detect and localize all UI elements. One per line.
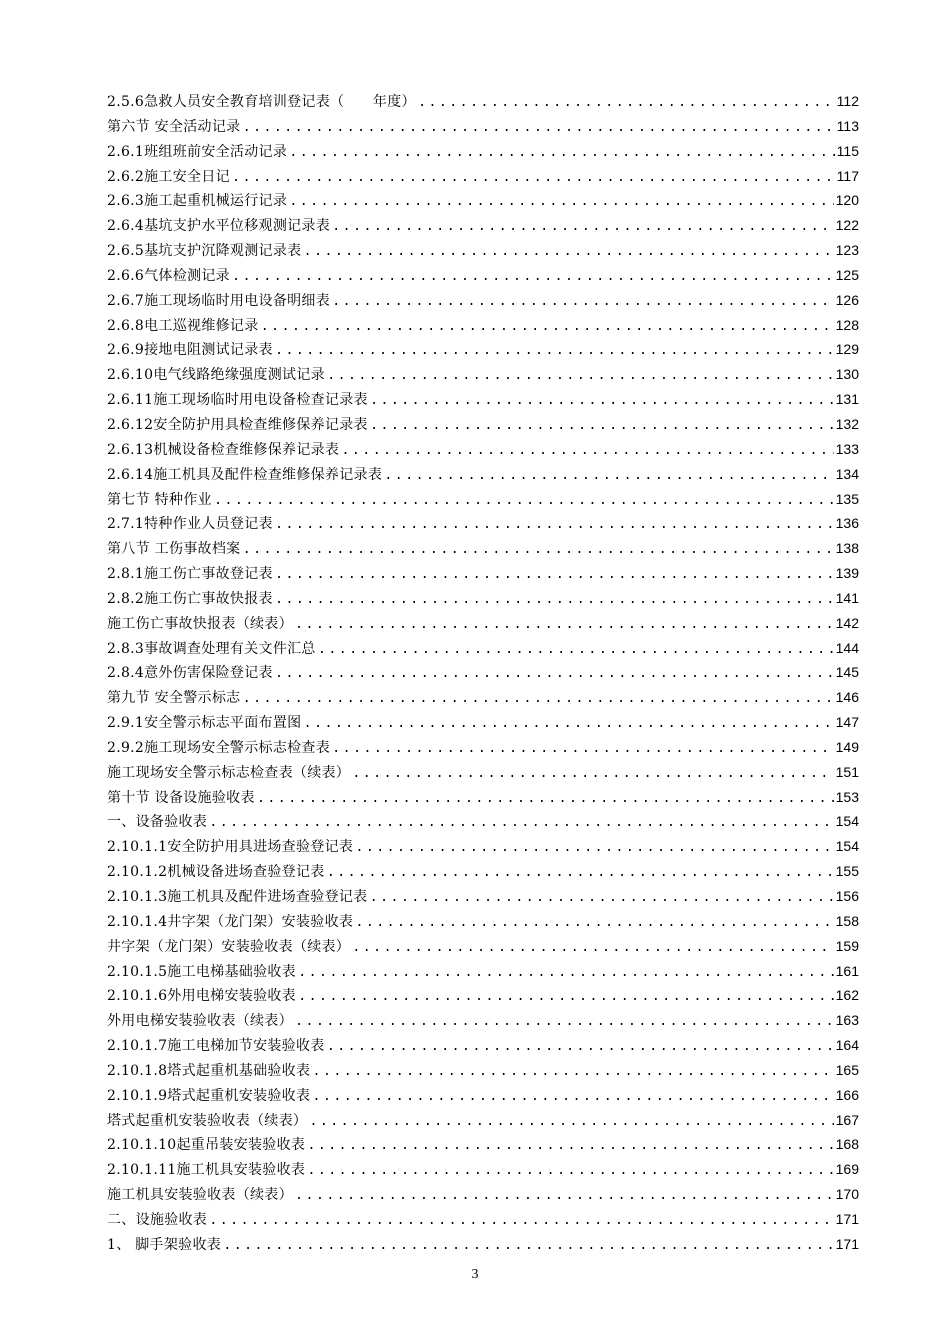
toc-leader-dots xyxy=(355,840,833,856)
toc-entry[interactable] xyxy=(107,787,859,812)
toc-entry-title: 2.6.4基坑支护水平位移观测记录表 xyxy=(107,218,331,235)
toc-leader-dots xyxy=(232,269,834,285)
toc-leader-dots xyxy=(327,1039,834,1055)
toc-entry-title: 2.5.6急救人员安全教育培训登记表（ 年度） xyxy=(107,94,416,110)
toc-entry[interactable] xyxy=(107,489,859,514)
toc-entry[interactable] xyxy=(107,339,859,364)
toc-entry-title: 2.10.1.7施工电梯加节安装验收表 xyxy=(107,1038,325,1055)
toc-entry[interactable] xyxy=(107,961,859,986)
toc-leader-dots xyxy=(370,890,834,906)
toc-leader-dots xyxy=(275,666,834,682)
toc-entry[interactable] xyxy=(107,190,859,215)
toc-leader-dots xyxy=(275,567,834,583)
toc-entry-page: 167 xyxy=(835,1111,859,1128)
toc-leader-dots xyxy=(309,1114,833,1130)
toc-entry-page: 133 xyxy=(835,440,859,457)
toc-entry-page: 168 xyxy=(835,1136,859,1153)
toc-entry-page: 115 xyxy=(836,142,859,159)
toc-entry-title: 井字架（龙门架）安装验收表（续表） xyxy=(107,938,351,955)
toc-entry-title: 塔式起重机安装验收表（续表） xyxy=(107,1112,308,1129)
toc-leader-dots xyxy=(370,393,834,409)
toc-entry-title: 2.6.9接地电阻测试记录表 xyxy=(107,342,273,359)
toc-leader-dots xyxy=(312,1064,833,1080)
toc-entry-page: 171 xyxy=(835,1235,859,1252)
toc-leader-dots xyxy=(384,468,834,484)
toc-entry-title: 2.6.11施工现场临时用电设备检查记录表 xyxy=(107,392,368,409)
toc-entry-page: 129 xyxy=(835,341,859,358)
toc-entry-page: 166 xyxy=(835,1086,859,1103)
toc-leader-dots xyxy=(289,145,835,161)
table-of-contents xyxy=(107,91,859,1259)
toc-entry[interactable] xyxy=(107,613,859,638)
toc-entry-title: 施工伤亡事故快报表（续表） xyxy=(107,615,293,632)
toc-entry-page: 146 xyxy=(835,689,859,706)
toc-entry[interactable] xyxy=(107,861,859,886)
toc-entry-title: 第八节 工伤事故档案 xyxy=(107,541,241,558)
toc-entry-title: 2.6.1班组班前安全活动记录 xyxy=(107,143,288,160)
toc-leader-dots xyxy=(318,642,834,658)
toc-entry-title: 第六节 安全活动记录 xyxy=(107,118,241,135)
toc-entry-page: 112 xyxy=(836,93,859,109)
toc-leader-dots xyxy=(298,989,834,1005)
toc-entry-page: 162 xyxy=(835,987,859,1004)
toc-entry[interactable] xyxy=(107,836,859,861)
toc-entry-title: 2.7.1特种作业人员登记表 xyxy=(107,516,273,533)
toc-entry-title: 2.6.8电工巡视维修记录 xyxy=(107,317,259,334)
toc-entry[interactable] xyxy=(107,662,859,687)
toc-entry-page: 169 xyxy=(835,1161,859,1178)
toc-entry-title: 2.10.1.6外用电梯安装验收表 xyxy=(107,988,296,1005)
toc-entry[interactable] xyxy=(107,215,859,240)
toc-entry-title: 2.10.1.10起重吊装安装验收表 xyxy=(107,1137,306,1154)
toc-entry-page: 155 xyxy=(835,863,859,880)
toc-entry[interactable] xyxy=(107,538,859,563)
toc-entry-page: 165 xyxy=(835,1061,859,1078)
toc-leader-dots xyxy=(261,319,834,335)
toc-entry-title: 2.10.1.11施工机具安装验收表 xyxy=(107,1162,306,1179)
toc-entry-page: 135 xyxy=(835,490,859,507)
toc-entry-title: 2.10.1.9塔式起重机安装验收表 xyxy=(107,1087,311,1104)
toc-leader-dots xyxy=(332,294,834,310)
toc-entry[interactable] xyxy=(107,1035,859,1060)
toc-entry-title: 2.10.1.5施工电梯基础验收表 xyxy=(107,963,296,980)
toc-entry[interactable] xyxy=(107,1085,859,1110)
toc-entry[interactable] xyxy=(107,91,859,116)
toc-entry-page: 122 xyxy=(835,217,859,234)
toc-leader-dots xyxy=(209,815,834,831)
toc-entry-page: 117 xyxy=(836,167,859,184)
toc-entry[interactable] xyxy=(107,1184,859,1209)
toc-entry-page: 131 xyxy=(835,391,859,408)
toc-entry-page: 128 xyxy=(835,316,859,333)
toc-entry-title: 2.6.13机械设备检查维修保养记录表 xyxy=(107,441,340,458)
toc-entry-page: 163 xyxy=(835,1012,859,1029)
toc-entry[interactable] xyxy=(107,265,859,290)
toc-entry-page: 120 xyxy=(835,192,859,209)
toc-entry[interactable] xyxy=(107,762,859,787)
toc-leader-dots xyxy=(327,368,834,384)
toc-entry[interactable] xyxy=(107,364,859,389)
toc-entry[interactable] xyxy=(107,886,859,911)
page-number: 3 xyxy=(471,1267,479,1282)
toc-entry-page: 147 xyxy=(835,714,859,731)
toc-entry-page: 159 xyxy=(835,937,859,954)
toc-entry-page: 113 xyxy=(836,117,859,134)
toc-entry-page: 130 xyxy=(835,366,859,383)
toc-entry[interactable] xyxy=(107,1010,859,1035)
toc-leader-dots xyxy=(242,691,833,707)
toc-entry-title: 2.9.2施工现场安全警示标志检查表 xyxy=(107,739,331,756)
toc-entry-page: 149 xyxy=(835,738,859,755)
toc-entry-page: 123 xyxy=(835,242,859,259)
toc-entry-title: 1、 脚手架验收表 xyxy=(107,1236,222,1253)
toc-entry[interactable] xyxy=(107,1209,859,1234)
toc-entry-title: 2.8.4意外伤害保险登记表 xyxy=(107,665,273,682)
toc-entry[interactable] xyxy=(107,240,859,265)
toc-entry-title: 2.6.14施工机具及配件检查维修保养记录表 xyxy=(107,466,383,483)
toc-entry-title: 第十节 设备设施验收表 xyxy=(107,789,255,806)
toc-entry-page: 171 xyxy=(835,1210,859,1227)
toc-entry[interactable] xyxy=(107,1234,859,1259)
toc-entry-title: 一、设备验收表 xyxy=(107,814,208,831)
toc-entry[interactable] xyxy=(107,116,859,141)
toc-entry[interactable] xyxy=(107,439,859,464)
toc-entry[interactable] xyxy=(107,315,859,340)
toc-entry-page: 136 xyxy=(835,515,859,532)
toc-entry-title: 外用电梯安装验收表（续表） xyxy=(107,1013,293,1030)
toc-entry-title: 第七节 特种作业 xyxy=(107,491,212,508)
toc-leader-dots xyxy=(223,1238,834,1254)
toc-entry[interactable] xyxy=(107,389,859,414)
toc-entry[interactable] xyxy=(107,1060,859,1085)
toc-entry-title: 2.6.10电气线路绝缘强度测试记录 xyxy=(107,367,325,384)
toc-leader-dots xyxy=(257,791,834,807)
toc-entry-page: 156 xyxy=(835,888,859,904)
toc-entry-title: 2.9.1安全警示标志平面布置图 xyxy=(107,715,302,732)
toc-entry-title: 2.6.3施工起重机械运行记录 xyxy=(107,193,288,210)
toc-entry-title: 2.6.2施工安全日记 xyxy=(107,168,230,185)
toc-entry-page: 139 xyxy=(835,565,859,582)
toc-leader-dots xyxy=(242,120,834,136)
toc-leader-dots xyxy=(298,965,834,981)
toc-entry[interactable] xyxy=(107,1159,859,1184)
toc-entry[interactable] xyxy=(107,638,859,663)
toc-entry-page: 154 xyxy=(835,813,859,830)
toc-entry[interactable] xyxy=(107,737,859,762)
toc-entry[interactable] xyxy=(107,166,859,191)
toc-leader-dots xyxy=(332,741,834,757)
toc-leader-dots xyxy=(295,1188,834,1204)
toc-entry-title: 2.6.12安全防护用具检查维修保养记录表 xyxy=(107,416,368,433)
toc-entry[interactable] xyxy=(107,563,859,588)
toc-entry-page: 144 xyxy=(835,639,859,656)
toc-entry-title: 施工现场安全警示标志检查表（续表） xyxy=(107,764,351,781)
toc-leader-dots xyxy=(209,1213,834,1229)
toc-leader-dots xyxy=(341,443,833,459)
toc-entry-title: 二、设施验收表 xyxy=(107,1211,208,1228)
toc-leader-dots xyxy=(242,542,833,558)
toc-entry-title: 2.10.1.1安全防护用具进场查验登记表 xyxy=(107,839,354,856)
toc-entry-page: 153 xyxy=(835,788,859,805)
toc-leader-dots xyxy=(303,716,833,732)
toc-entry[interactable] xyxy=(107,464,859,489)
toc-leader-dots xyxy=(303,244,833,260)
toc-entry-title: 2.8.1施工伤亡事故登记表 xyxy=(107,566,273,583)
toc-entry-page: 145 xyxy=(835,664,859,681)
toc-leader-dots xyxy=(352,766,834,782)
toc-entry-page: 158 xyxy=(835,912,859,929)
toc-entry-page: 142 xyxy=(835,614,859,631)
toc-entry-page: 132 xyxy=(835,415,859,432)
toc-entry-page: 164 xyxy=(835,1037,859,1054)
toc-entry-page: 138 xyxy=(835,540,859,557)
toc-entry-page: 151 xyxy=(835,763,859,780)
toc-entry[interactable] xyxy=(107,811,859,836)
toc-entry[interactable] xyxy=(107,687,859,712)
toc-entry[interactable] xyxy=(107,712,859,737)
toc-entry-title: 施工机具安装验收表（续表） xyxy=(107,1187,293,1204)
toc-leader-dots xyxy=(295,1014,834,1030)
toc-entry-page: 154 xyxy=(835,838,859,855)
toc-entry-title: 2.10.1.2机械设备进场查验登记表 xyxy=(107,864,325,881)
toc-leader-dots xyxy=(327,865,834,881)
toc-entry-title: 2.6.7施工现场临时用电设备明细表 xyxy=(107,292,331,309)
toc-entry-page: 161 xyxy=(835,962,859,979)
toc-leader-dots xyxy=(275,592,834,608)
toc-entry-title: 2.8.2施工伤亡事故快报表 xyxy=(107,590,273,607)
toc-leader-dots xyxy=(275,517,834,533)
toc-leader-dots xyxy=(307,1163,833,1179)
toc-entry[interactable] xyxy=(107,911,859,936)
toc-entry-title: 2.8.3事故调查处理有关文件汇总 xyxy=(107,640,316,657)
toc-leader-dots xyxy=(370,418,834,434)
toc-entry-title: 2.10.1.8塔式起重机基础验收表 xyxy=(107,1062,311,1079)
toc-leader-dots xyxy=(214,493,834,509)
toc-entry-page: 125 xyxy=(835,266,859,283)
toc-entry[interactable] xyxy=(107,141,859,166)
toc-entry-page: 141 xyxy=(835,589,859,606)
toc-entry-page: 126 xyxy=(835,291,859,308)
toc-leader-dots xyxy=(275,343,834,359)
toc-entry[interactable] xyxy=(107,290,859,315)
toc-leader-dots xyxy=(355,915,833,931)
toc-entry[interactable] xyxy=(107,414,859,439)
toc-entry-title: 2.6.6气体检测记录 xyxy=(107,267,230,284)
toc-entry[interactable] xyxy=(107,588,859,613)
toc-entry-title: 2.6.5基坑支护沉降观测记录表 xyxy=(107,243,302,260)
toc-entry[interactable] xyxy=(107,1134,859,1159)
toc-entry[interactable] xyxy=(107,513,859,538)
toc-leader-dots xyxy=(295,617,834,633)
toc-entry-title: 2.10.1.3施工机具及配件进场查验登记表 xyxy=(107,889,368,905)
toc-entry-title: 第九节 安全警示标志 xyxy=(107,690,241,707)
toc-entry-page: 134 xyxy=(835,465,859,482)
toc-leader-dots xyxy=(418,95,835,111)
toc-entry[interactable] xyxy=(107,1110,859,1135)
toc-entry[interactable] xyxy=(107,936,859,961)
toc-entry-page: 170 xyxy=(835,1186,859,1203)
toc-leader-dots xyxy=(332,219,834,235)
toc-leader-dots xyxy=(232,170,835,186)
toc-entry-title: 2.10.1.4井字架（龙门架）安装验收表 xyxy=(107,913,354,930)
toc-entry[interactable] xyxy=(107,985,859,1010)
toc-leader-dots xyxy=(307,1138,833,1154)
toc-leader-dots xyxy=(312,1089,833,1105)
toc-leader-dots xyxy=(289,194,834,210)
toc-leader-dots xyxy=(352,940,834,956)
